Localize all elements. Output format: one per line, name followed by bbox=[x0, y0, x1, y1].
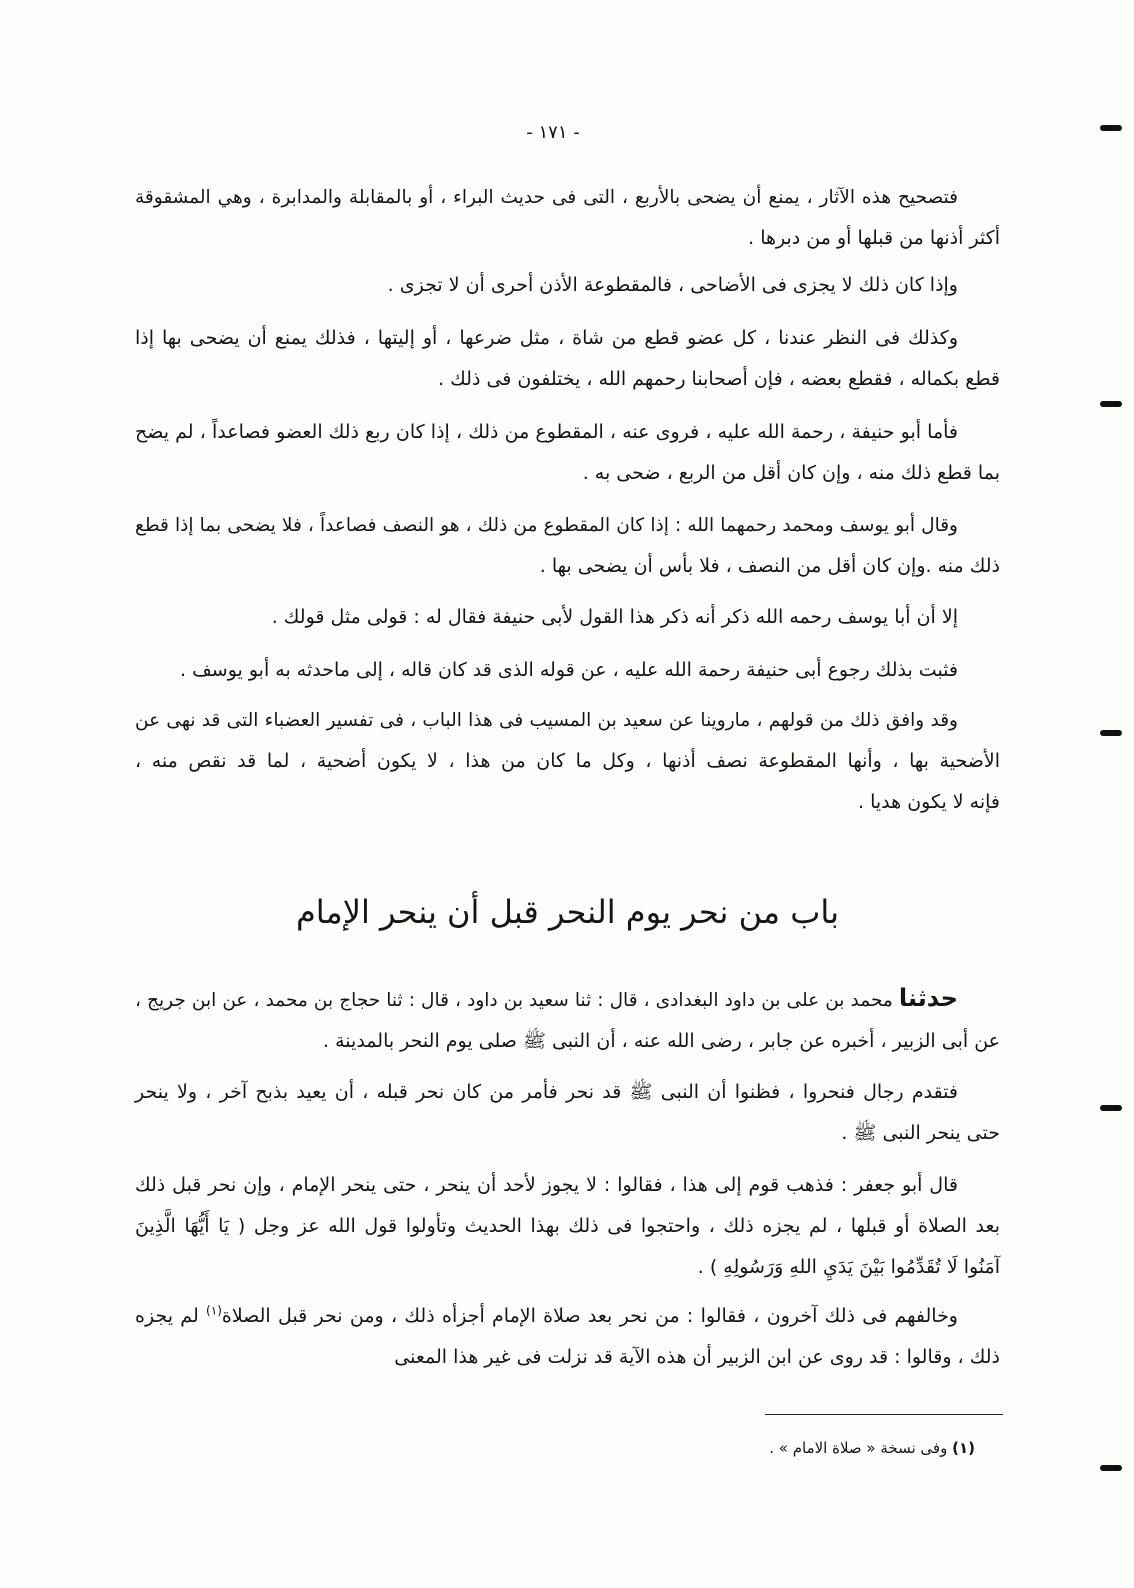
footnote-text: وفى نسخة « صلاة الامام » . bbox=[769, 1439, 948, 1457]
text-line: وإذا كان ذلك لا يجزى فى الأضاحى ، فالمقطوعة الأذن أحرى أن لا تجزى . bbox=[387, 274, 958, 296]
text-line: أكثر أذنها من قبلها أو من دبرها . bbox=[748, 227, 1000, 249]
text-line: إلا أن أبا يوسف رحمه الله ذكر أنه ذكر هذا القول لأبى حنيفة فقال له : قولى مثل قولك . bbox=[271, 606, 958, 628]
text-line: ذلك منه .وإن كان أقل من النصف ، فلا بأس أن يضحى بها . bbox=[539, 555, 1000, 577]
paragraph bbox=[135, 1296, 1000, 1378]
scan-mark bbox=[1100, 1465, 1122, 1471]
text-segment: لم يجزه bbox=[135, 1305, 199, 1327]
footnote-ref: (١) bbox=[206, 1303, 222, 1318]
text-segment: محمد بن على بن داود البغدادى ، قال : ثنا سعيد بن داود ، قال : ثنا حجاج بن محمد ، عن ابن جريج ، bbox=[135, 990, 893, 1011]
text-line: بعد الصلاة أو قبلها ، لم يجزه ذلك ، واحتجوا فى ذلك بهذا الحديث وتأولوا قول الله عز وجل ( يَا أَيُّهَا الَّذِينَ bbox=[135, 1215, 1000, 1237]
scan-mark bbox=[1100, 730, 1122, 736]
text-line: وكذلك فى النظر عندنا ، كل عضو قطع من شاة ، مثل ضرعها ، أو إليتها ، فذلك يمنع أن يضحى بها إذا bbox=[135, 327, 958, 349]
quran-verse-line: آمَنُوا لَا تُقَدِّمُوا بَيْنَ يَدَيِ اللهِ وَرَسُولِهِ ) . bbox=[697, 1256, 1000, 1278]
chapter-heading: باب من نحر يوم النحر قبل أن ينحر الإمام bbox=[295, 893, 840, 931]
text-segment: وخالفهم فى ذلك آخرون ، فقالوا : من نحر بعد صلاة الإمام أجزأه ذلك ، ومن نحر قبل الصلاة bbox=[221, 1305, 958, 1327]
paragraph bbox=[135, 505, 1000, 587]
text-line: فتصحيح هذه الآثار ، يمنع أن يضحى بالأربع ، التى فى حديث البراء ، أو بالمقابلة والمدابرة ، وهي المشقوقة bbox=[135, 187, 958, 208]
paragraph bbox=[135, 650, 1000, 691]
paragraph bbox=[135, 700, 1000, 823]
footnote bbox=[600, 1434, 975, 1462]
text-line: فأما أبو حنيفة ، رحمة الله عليه ، فروى عنه ، المقطوع من ذلك ، إذا كان ربع ذلك العضو فصاعداً ، لم يضح bbox=[135, 421, 958, 443]
paragraph bbox=[135, 318, 1000, 400]
text-line: بما قطع ذلك منه ، وإن كان أقل من الربع ، ضحى به . bbox=[582, 462, 1000, 484]
paragraph bbox=[135, 177, 1000, 259]
text-line: قطع بكماله ، فقطع بعضه ، فإن أصحابنا رحمهم الله ، يختلفون فى ذلك . bbox=[438, 368, 1000, 390]
scan-mark bbox=[1100, 1105, 1122, 1111]
hadith-lead-word: حدثنا bbox=[898, 984, 958, 1012]
footnote-marker: (١) bbox=[952, 1439, 975, 1457]
scan-mark bbox=[1100, 125, 1122, 131]
paragraph bbox=[135, 265, 1000, 306]
text-line bbox=[135, 980, 1000, 1021]
paragraph bbox=[135, 597, 1000, 638]
text-line: ذلك ، وقالوا : قد روى عن ابن الزبير أن هذه الآية قد نزلت فى غير هذا المعنى bbox=[394, 1346, 1000, 1368]
scan-mark bbox=[1100, 401, 1122, 407]
text-line: الأضحية بها ، وأنها المقطوعة نصف أذنها ، وكل ما كان من هذا ، لا يكون أضحية ، لما قد نقص منه ، bbox=[135, 750, 1000, 772]
footnote-rule bbox=[765, 1414, 1003, 1415]
paragraph bbox=[135, 1072, 1000, 1154]
paragraph bbox=[135, 980, 1000, 1062]
paragraph bbox=[135, 1165, 1000, 1288]
paragraph bbox=[135, 412, 1000, 494]
text-line: قال أبو جعفر : فذهب قوم إلى هذا ، فقالوا : لا يجوز لأحد أن ينحر ، حتى ينحر الإمام ، وإن نحر قبل ذلك bbox=[135, 1174, 958, 1196]
text-line: حتى ينحر النبى ﷺ . bbox=[841, 1122, 1000, 1144]
text-line: فإنه لا يكون هديا . bbox=[858, 791, 1000, 813]
text-line: وقال أبو يوسف ومحمد رحمهما الله : إذا كان المقطوع من ذلك ، هو النصف فصاعداً ، فلا يضحى بما إذا قطع bbox=[135, 515, 958, 536]
text-line: فتقدم رجال فنحروا ، فظنوا أن النبى ﷺ قد نحر فأمر من كان نحر قبله ، أن يعيد بذبح آخر ، ولا ينحر bbox=[135, 1081, 958, 1103]
text-line: وقد وافق ذلك من قولهم ، ماروينا عن سعيد بن المسيب فى هذا الباب ، فى تفسير العضباء التى قد نهى عن bbox=[135, 710, 958, 731]
page-number: - ١٧١ - bbox=[526, 122, 580, 143]
text-line: عن أبى الزبير ، أخبره عن جابر ، رضى الله عنه ، أن النبى ﷺ صلى يوم النحر بالمدينة . bbox=[323, 1030, 1000, 1052]
text-line: فثبت بذلك رجوع أبى حنيفة رحمة الله عليه ، عن قوله الذى قد كان قاله ، إلى ماحدثه به أبو يوسف . bbox=[180, 659, 958, 681]
text-line bbox=[135, 1296, 1000, 1337]
